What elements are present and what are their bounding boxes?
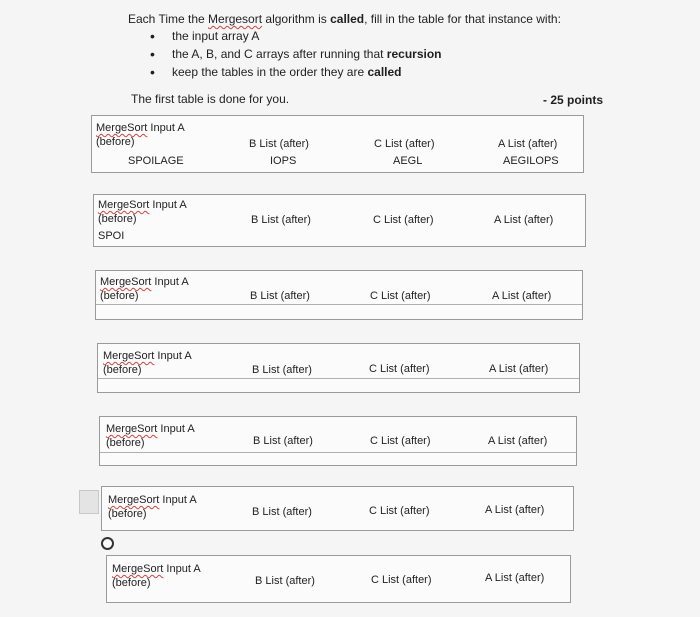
input-header: MergeSort Input A (before)	[103, 350, 192, 376]
a-list-header: A List (after)	[492, 290, 552, 302]
first-table-note: The first table is done for you.	[131, 92, 290, 106]
c-list-header: C List (after)	[370, 290, 431, 302]
a-list-header: A List (after)	[485, 572, 545, 584]
merge-table-7	[106, 555, 571, 603]
b-list-header: B List (after)	[252, 506, 312, 518]
b-list-header: B List (after)	[253, 435, 313, 447]
a-list-header: A List (after)	[498, 138, 558, 150]
c-list-header: C List (after)	[374, 138, 435, 150]
a-list-header: A List (after)	[485, 504, 545, 516]
input-header: MergeSort Input A (before)	[108, 494, 197, 520]
b-list-header: B List (after)	[251, 214, 311, 226]
bullet-item: • the input array A	[148, 27, 441, 45]
left-margin-box	[79, 490, 99, 514]
input-header: MergeSort Input A (before)	[100, 276, 189, 302]
c-list-header: C List (after)	[370, 435, 431, 447]
c-list-header: C List (after)	[371, 574, 432, 586]
a-list-header: A List (after)	[488, 435, 548, 447]
input-header: MergeSort Input A (before)	[112, 563, 201, 589]
bullet-item: • the A, B, and C arrays after running that recursion	[148, 45, 441, 63]
value-row-divider	[98, 378, 579, 379]
a-list-header: A List (after)	[494, 214, 554, 226]
c-list-header: C List (after)	[369, 505, 430, 517]
merge-table-4	[97, 343, 580, 393]
merge-table-1	[91, 115, 584, 173]
b-list-header: B List (after)	[250, 290, 310, 302]
instruction-line: Each Time the Mergesort algorithm is called, fill in the table for that instance with:	[128, 12, 561, 26]
input-value[interactable]: SPOI	[98, 230, 125, 242]
merge-table-2	[93, 194, 586, 247]
input-header: MergeSort Input A (before)	[98, 199, 187, 225]
value-row-divider	[96, 304, 582, 305]
merge-table-3	[95, 270, 583, 320]
points-label: - 25 points	[542, 93, 603, 107]
b-list-value[interactable]: IOPS	[270, 155, 297, 167]
input-value[interactable]: SPOILAGE	[128, 155, 184, 167]
a-list-value[interactable]: AEGILOPS	[503, 155, 559, 167]
radio-button[interactable]	[101, 537, 114, 550]
b-list-header: B List (after)	[249, 138, 309, 150]
c-list-header: C List (after)	[373, 214, 434, 226]
c-list-value[interactable]: AEGL	[393, 155, 423, 167]
b-list-header: B List (after)	[252, 364, 312, 376]
bullet-item: • keep the tables in the order they are called	[148, 63, 441, 81]
value-row-divider	[100, 452, 576, 453]
input-header: MergeSort Input A (before)	[96, 122, 185, 148]
a-list-header: A List (after)	[489, 363, 549, 375]
input-header: MergeSort Input A (before)	[106, 423, 195, 449]
merge-table-6	[101, 486, 574, 531]
merge-table-5	[99, 416, 577, 466]
b-list-header: B List (after)	[255, 575, 315, 587]
instruction-bullets	[148, 27, 441, 81]
c-list-header: C List (after)	[369, 363, 430, 375]
